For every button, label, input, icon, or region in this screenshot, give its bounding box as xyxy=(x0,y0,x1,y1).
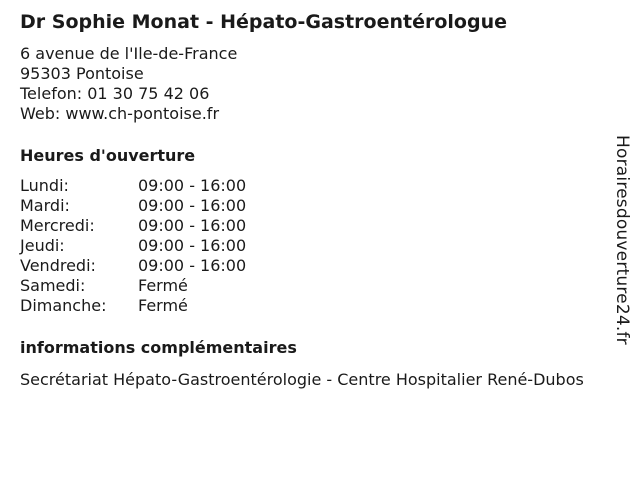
day-label: Vendredi: xyxy=(20,256,96,275)
hours-row-thursday xyxy=(20,236,610,256)
address-street: 6 avenue de l'Ile-de-France xyxy=(20,44,238,63)
day-label: Mercredi: xyxy=(20,216,95,235)
content xyxy=(20,8,610,390)
address-city: 95303 Pontoise xyxy=(20,64,144,83)
hours-value: 09:00 - 16:00 xyxy=(138,216,247,235)
address-block xyxy=(20,44,610,124)
website-link: Web: www.ch-pontoise.fr xyxy=(20,104,220,123)
hours-table xyxy=(20,176,610,316)
hours-value: 09:00 - 16:00 xyxy=(138,236,247,255)
hours-heading: Heures d'ouverture xyxy=(20,146,196,165)
info-text: Secrétariat Hépato-Gastroentérologie - Centre Hospitalier René-Dubos xyxy=(20,370,584,389)
day-label: Mardi: xyxy=(20,196,70,215)
day-label: Jeudi: xyxy=(20,236,65,255)
info-heading: informations complémentaires xyxy=(20,338,297,357)
hours-value: 09:00 - 16:00 xyxy=(138,176,247,195)
watermark: Horairesdouverture24.fr xyxy=(612,135,632,345)
hours-row-saturday xyxy=(20,276,610,296)
phone-number: Telefon: 01 30 75 42 06 xyxy=(20,84,210,103)
day-label: Lundi: xyxy=(20,176,69,195)
hours-row-friday xyxy=(20,256,610,276)
hours-row-tuesday xyxy=(20,196,610,216)
day-label: Samedi: xyxy=(20,276,86,295)
hours-row-wednesday xyxy=(20,216,610,236)
hours-row-sunday xyxy=(20,296,610,316)
hours-row-monday xyxy=(20,176,610,196)
hours-value: Fermé xyxy=(138,296,188,315)
hours-value: 09:00 - 16:00 xyxy=(138,196,247,215)
hours-value: 09:00 - 16:00 xyxy=(138,256,247,275)
page-title: Dr Sophie Monat - Hépato-Gastroentérologue xyxy=(20,11,507,33)
hours-value: Fermé xyxy=(138,276,188,295)
day-label: Dimanche: xyxy=(20,296,107,315)
